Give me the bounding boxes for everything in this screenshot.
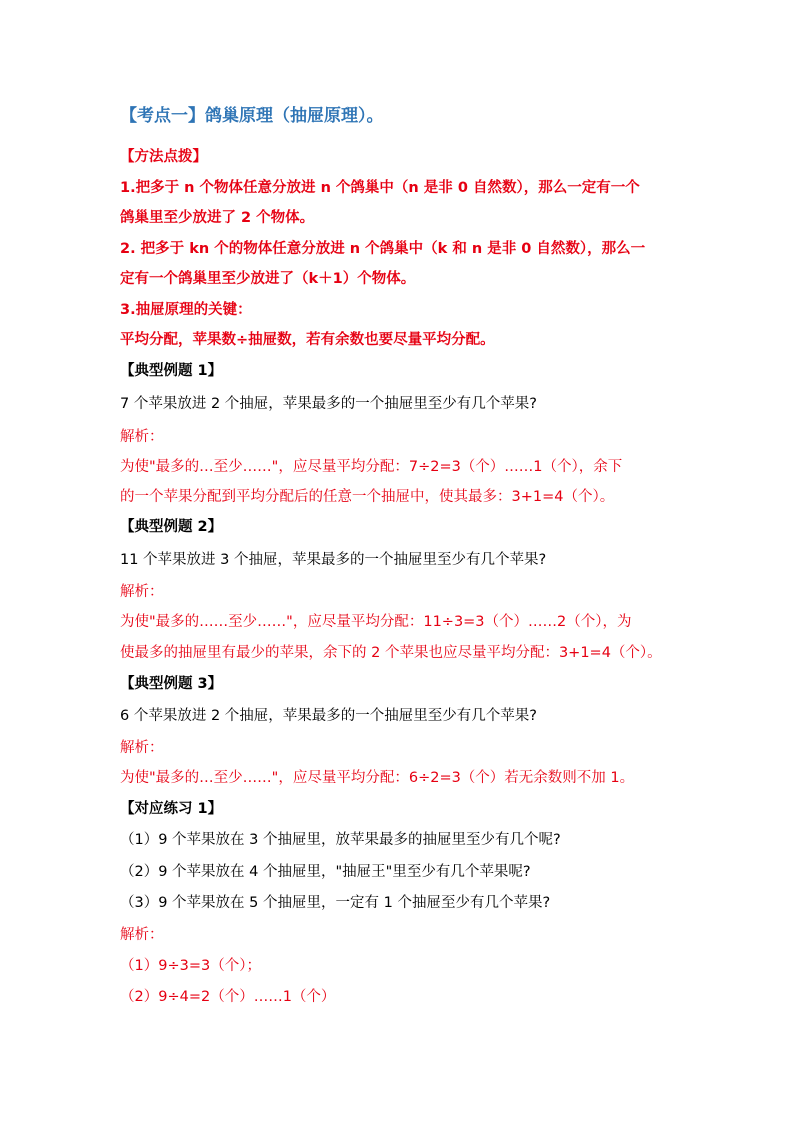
example-3-answer-line-1: 为使"最多的…至少……"，应尽量平均分配：6÷2=3（个）若无余数则不加 1。 <box>120 770 635 786</box>
example-1-question: 7 个苹果放进 2 个抽屉，苹果最多的一个抽屉里至少有几个苹果? <box>120 396 537 412</box>
practice-1-question-2: （2）9 个苹果放在 4 个抽屉里，"抽屉王"里至少有几个苹果呢? <box>120 864 531 880</box>
example-3-question: 6 个苹果放进 2 个抽屉，苹果最多的一个抽屉里至少有几个苹果? <box>120 708 537 724</box>
example-1-heading: 【典型例题 1】 <box>120 363 223 379</box>
example-2-answer-line-1: 为使"最多的……至少……"，应尽量平均分配：11÷3=3（个）……2（个），为 <box>120 614 632 630</box>
method-heading: 【方法点拨】 <box>120 149 207 165</box>
method-rule-2-line-2: 定有一个鸽巢里至少放进了（k＋1）个物体。 <box>120 271 416 287</box>
example-2-answer-line-2: 使最多的抽屉里有最少的苹果，余下的 2 个苹果也应尽量平均分配：3+1=4（个）。 <box>120 645 662 661</box>
practice-1-heading: 【对应练习 1】 <box>120 801 223 817</box>
method-rule-1-line-2: 鸽巢里至少放进了 2 个物体。 <box>120 210 315 226</box>
method-rule-1-line-1: 1.把多于 n 个物体任意分放进 n 个鸽巢中（n 是非 0 自然数），那么一定有一个 <box>120 180 640 196</box>
method-rule-3-line-2: 平均分配，苹果数÷抽屉数，若有余数也要尽量平均分配。 <box>120 332 495 348</box>
practice-1-question-3: （3）9 个苹果放在 5 个抽屉里，一定有 1 个抽屉至少有几个苹果? <box>120 895 551 911</box>
example-3-heading: 【典型例题 3】 <box>120 676 223 692</box>
example-3-analysis-label: 解析： <box>120 740 164 756</box>
example-2-question: 11 个苹果放进 3 个抽屉，苹果最多的一个抽屉里至少有几个苹果? <box>120 552 547 568</box>
practice-1-answer-2: （2）9÷4=2（个）……1（个） <box>120 989 336 1005</box>
practice-1-question-1: （1）9 个苹果放在 3 个抽屉里，放苹果最多的抽屉里至少有几个呢? <box>120 832 561 848</box>
practice-1-analysis-label: 解析： <box>120 927 164 943</box>
method-rule-3-line-1: 3.抽屉原理的关键： <box>120 302 252 318</box>
method-rule-2-line-1: 2. 把多于 kn 个的物体任意分放进 n 个鸽巢中（k 和 n 是非 0 自然数），那么一 <box>120 241 646 257</box>
example-2-heading: 【典型例题 2】 <box>120 519 223 535</box>
example-1-analysis-label: 解析： <box>120 429 164 445</box>
section-title: 【考点一】鸽巢原理（抽屉原理）。 <box>120 106 384 126</box>
practice-1-answer-1: （1）9÷3=3（个）； <box>120 958 261 974</box>
example-1-answer-line-2: 的一个苹果分配到平均分配后的任意一个抽屉中，使其最多：3+1=4（个）。 <box>120 489 615 505</box>
example-2-analysis-label: 解析： <box>120 584 164 600</box>
example-1-answer-line-1: 为使"最多的…至少……"，应尽量平均分配：7÷2=3（个）……1（个），余下 <box>120 459 623 475</box>
